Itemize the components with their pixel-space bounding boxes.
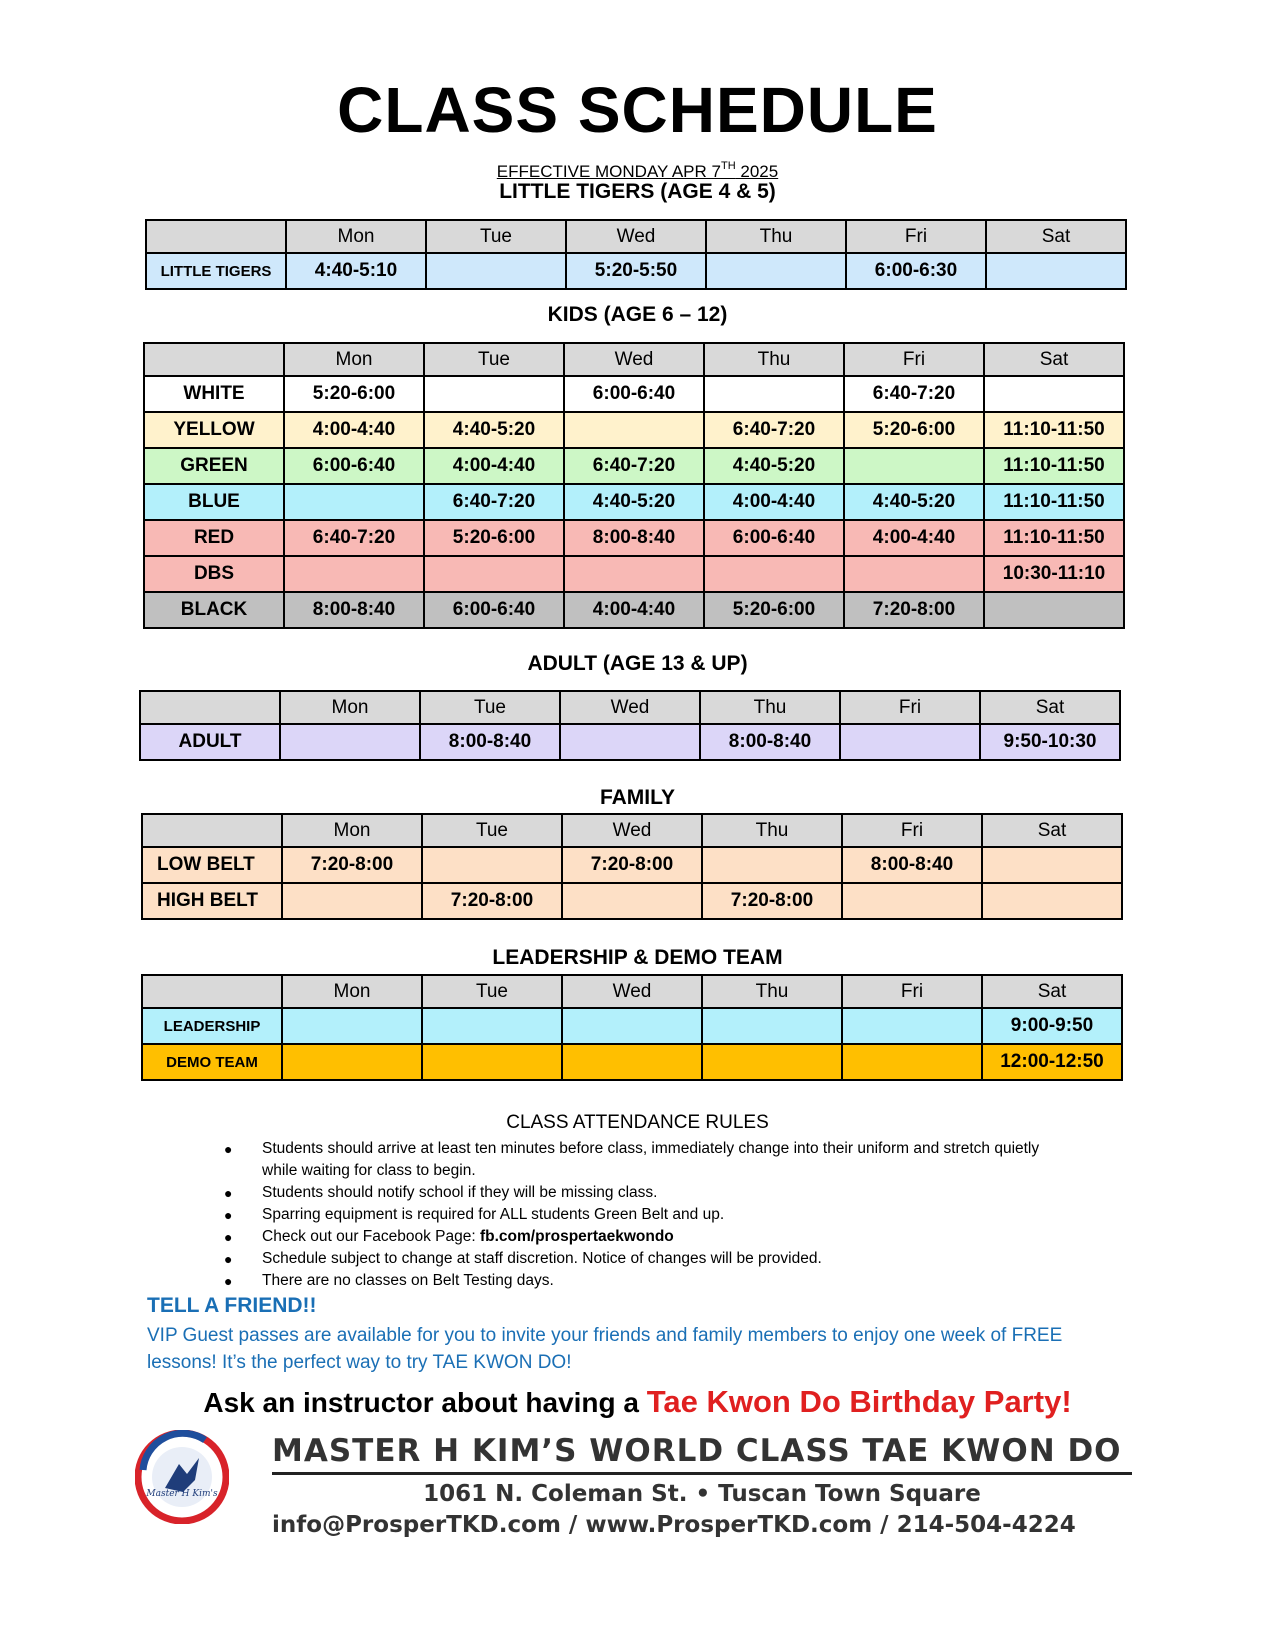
day-header-mon: Mon (286, 220, 426, 253)
schedule-row-green (144, 448, 1124, 484)
day-header-wed: Wed (566, 220, 706, 253)
time-cell (984, 592, 1124, 628)
class-label: HIGH BELT (142, 883, 282, 919)
rule-item: ● Students should notify school if they will be missing class. (220, 1182, 1060, 1204)
school-brand-block (272, 1432, 1132, 1541)
time-cell (702, 1008, 842, 1044)
time-cell (426, 253, 566, 289)
class-label: BLUE (144, 484, 284, 520)
bullet-icon: ● (224, 1207, 233, 1223)
header-row (142, 975, 1122, 1008)
time-cell: 4:40-5:20 (564, 484, 704, 520)
time-cell: 8:00-8:40 (842, 847, 982, 883)
day-header-wed: Wed (562, 814, 702, 847)
day-header-mon: Mon (284, 343, 424, 376)
time-cell: 9:00-9:50 (982, 1008, 1122, 1044)
time-cell (422, 847, 562, 883)
time-cell: 7:20-8:00 (844, 592, 984, 628)
header-row (142, 814, 1122, 847)
school-name: MASTER H KIM’S WORLD CLASS TAE KWON DO (272, 1433, 1122, 1469)
schedule-row-demo-team (142, 1044, 1122, 1080)
time-cell (986, 253, 1126, 289)
day-header-tue: Tue (422, 975, 562, 1008)
time-cell (560, 724, 700, 760)
time-cell: 7:20-8:00 (282, 847, 422, 883)
schedule-table-adult (139, 690, 1121, 761)
day-header-sat: Sat (980, 691, 1120, 724)
day-header-sat: Sat (986, 220, 1126, 253)
schedule-row-yellow (144, 412, 1124, 448)
schedule-row-low-belt (142, 847, 1122, 883)
time-cell (704, 556, 844, 592)
time-cell: 6:00-6:40 (284, 448, 424, 484)
time-cell: 5:20-5:50 (566, 253, 706, 289)
time-cell (282, 883, 422, 919)
time-cell: 5:20-6:00 (704, 592, 844, 628)
time-cell: 9:50-10:30 (980, 724, 1120, 760)
day-header-tue: Tue (426, 220, 566, 253)
effective-date: EFFECTIVE MONDAY APR 7TH 2025 (496, 160, 779, 181)
time-cell: 11:10-11:50 (984, 448, 1124, 484)
time-cell: 4:40-5:20 (424, 412, 564, 448)
rule-item: ● Schedule subject to change at staff discretion. Notice of changes will be provided. (220, 1248, 1060, 1270)
time-cell: 5:20-6:00 (284, 376, 424, 412)
time-cell (282, 1044, 422, 1080)
time-cell: 4:00-4:40 (424, 448, 564, 484)
tell-a-friend-heading: TELL A FRIEND!! (147, 1294, 317, 1317)
day-header-sat: Sat (984, 343, 1124, 376)
time-cell: 4:00-4:40 (704, 484, 844, 520)
birthday-party-highlight: Tae Kwon Do Birthday Party! (646, 1384, 1072, 1419)
time-cell (280, 724, 420, 760)
bullet-icon: ● (224, 1273, 233, 1289)
rule-item: ● Check out our Facebook Page: fb.com/prospertaekwondo (220, 1226, 1060, 1248)
birthday-party-line: Ask an instructor about having a Tae Kwon Do Birthday Party! (203, 1384, 1072, 1419)
day-header-wed: Wed (562, 975, 702, 1008)
time-cell: 8:00-8:40 (564, 520, 704, 556)
header-row (146, 220, 1126, 253)
time-cell: 8:00-8:40 (700, 724, 840, 760)
time-cell: 7:20-8:00 (422, 883, 562, 919)
day-header-mon: Mon (282, 814, 422, 847)
schedule-row-adult (140, 724, 1120, 760)
schedule-row-black (144, 592, 1124, 628)
class-label: DBS (144, 556, 284, 592)
schedule-row-dbs (144, 556, 1124, 592)
time-cell: 11:10-11:50 (984, 520, 1124, 556)
time-cell: 7:20-8:00 (702, 883, 842, 919)
class-label: GREEN (144, 448, 284, 484)
day-header-fri: Fri (840, 691, 980, 724)
school-address: 1061 N. Coleman St. • Tuscan Town Square (423, 1481, 981, 1507)
time-cell: 6:40-7:20 (844, 376, 984, 412)
time-cell (984, 376, 1124, 412)
divider (272, 1472, 1132, 1475)
time-cell (702, 847, 842, 883)
rule-item: ● Students should arrive at least ten minutes before class, immediately change into their uniform and stretch quietly while waiting for class to begin. (224, 1140, 1040, 1179)
schedule-table-little-tigers (145, 219, 1127, 290)
time-cell: 6:40-7:20 (424, 484, 564, 520)
time-cell: 4:40-5:20 (844, 484, 984, 520)
time-cell (702, 1044, 842, 1080)
day-header-wed: Wed (560, 691, 700, 724)
time-cell: 6:00-6:40 (564, 376, 704, 412)
time-cell (706, 253, 846, 289)
page-title: CLASS SCHEDULE (337, 74, 938, 146)
schedule-table-family (141, 813, 1123, 920)
header-blank-cell (144, 343, 284, 376)
time-cell (284, 556, 424, 592)
day-header-mon: Mon (282, 975, 422, 1008)
time-cell (982, 883, 1122, 919)
schedule-row-little-tigers (146, 253, 1126, 289)
time-cell (422, 1044, 562, 1080)
schedule-row-leadership (142, 1008, 1122, 1044)
day-header-sat: Sat (982, 975, 1122, 1008)
bullet-icon: ● (224, 1251, 233, 1267)
day-header-tue: Tue (422, 814, 562, 847)
time-cell (842, 1008, 982, 1044)
bullet-icon: ● (224, 1229, 233, 1245)
schedule-table-leadership (141, 974, 1123, 1081)
time-cell: 6:00-6:30 (846, 253, 986, 289)
class-label: ADULT (140, 724, 280, 760)
bullet-icon: ● (224, 1141, 233, 1157)
time-cell (562, 1008, 702, 1044)
day-header-fri: Fri (846, 220, 986, 253)
class-label: DEMO TEAM (142, 1044, 282, 1080)
class-label: LEADERSHIP (142, 1008, 282, 1044)
section-title-kids: KIDS (AGE 6 – 12) (547, 303, 728, 326)
facebook-link[interactable]: fb.com/prospertaekwondo (480, 1228, 674, 1245)
class-label: BLACK (144, 592, 284, 628)
header-blank-cell (146, 220, 286, 253)
schedule-row-red (144, 520, 1124, 556)
time-cell: 4:00-4:40 (284, 412, 424, 448)
day-header-fri: Fri (844, 343, 984, 376)
time-cell (844, 556, 984, 592)
day-header-mon: Mon (280, 691, 420, 724)
header-blank-cell (140, 691, 280, 724)
time-cell: 8:00-8:40 (420, 724, 560, 760)
section-title-leadership: LEADERSHIP & DEMO TEAM (492, 946, 783, 969)
header-blank-cell (142, 814, 282, 847)
class-label: LITTLE TIGERS (146, 253, 286, 289)
day-header-fri: Fri (842, 814, 982, 847)
time-cell (564, 412, 704, 448)
header-row (140, 691, 1120, 724)
time-cell: 4:40-5:10 (286, 253, 426, 289)
time-cell: 5:20-6:00 (424, 520, 564, 556)
day-header-sat: Sat (982, 814, 1122, 847)
schedule-row-high-belt (142, 883, 1122, 919)
rule-item: ● Sparring equipment is required for ALL students Green Belt and up. (220, 1204, 1060, 1226)
day-header-thu: Thu (702, 975, 842, 1008)
time-cell: 4:00-4:40 (844, 520, 984, 556)
rules-title: CLASS ATTENDANCE RULES (506, 1112, 769, 1133)
time-cell: 6:40-7:20 (704, 412, 844, 448)
time-cell (282, 1008, 422, 1044)
time-cell (982, 847, 1122, 883)
section-title-family: FAMILY (599, 786, 676, 809)
time-cell: 8:00-8:40 (284, 592, 424, 628)
time-cell: 10:30-11:10 (984, 556, 1124, 592)
time-cell: 11:10-11:50 (984, 484, 1124, 520)
class-label: YELLOW (144, 412, 284, 448)
time-cell (422, 1008, 562, 1044)
time-cell: 12:00-12:50 (982, 1044, 1122, 1080)
time-cell (844, 448, 984, 484)
time-cell: 4:40-5:20 (704, 448, 844, 484)
vip-guest-text: VIP Guest passes are available for you to invite your friends and family members to enjoy one week of FREE lessons! It’s the perfect way to try TAE KWON DO! (147, 1325, 1063, 1373)
day-header-tue: Tue (420, 691, 560, 724)
day-header-thu: Thu (702, 814, 842, 847)
class-label: RED (144, 520, 284, 556)
schedule-row-blue (144, 484, 1124, 520)
rules-list (220, 1138, 1060, 1292)
time-cell (284, 484, 424, 520)
logo-lettering: Master H Kim's (146, 1489, 218, 1499)
header-blank-cell (142, 975, 282, 1008)
day-header-thu: Thu (704, 343, 844, 376)
time-cell (842, 883, 982, 919)
time-cell: 6:00-6:40 (424, 592, 564, 628)
day-header-fri: Fri (842, 975, 982, 1008)
header-row (144, 343, 1124, 376)
school-logo (135, 1430, 229, 1524)
class-label: LOW BELT (142, 847, 282, 883)
time-cell (842, 1044, 982, 1080)
rule-item: ● There are no classes on Belt Testing days. (220, 1270, 1060, 1292)
time-cell: 6:40-7:20 (564, 448, 704, 484)
time-cell (424, 556, 564, 592)
section-title-little-tigers: LITTLE TIGERS (AGE 4 & 5) (499, 180, 776, 203)
time-cell (562, 883, 702, 919)
time-cell (562, 1044, 702, 1080)
time-cell: 11:10-11:50 (984, 412, 1124, 448)
time-cell (840, 724, 980, 760)
day-header-wed: Wed (564, 343, 704, 376)
time-cell: 6:00-6:40 (704, 520, 844, 556)
time-cell: 5:20-6:00 (844, 412, 984, 448)
time-cell: 6:40-7:20 (284, 520, 424, 556)
bullet-icon: ● (224, 1185, 233, 1201)
schedule-table-kids (143, 342, 1125, 629)
day-header-tue: Tue (424, 343, 564, 376)
time-cell: 7:20-8:00 (562, 847, 702, 883)
day-header-thu: Thu (706, 220, 846, 253)
schedule-row-white (144, 376, 1124, 412)
time-cell (704, 376, 844, 412)
time-cell (424, 376, 564, 412)
time-cell: 4:00-4:40 (564, 592, 704, 628)
day-header-thu: Thu (700, 691, 840, 724)
class-label: WHITE (144, 376, 284, 412)
school-contact[interactable]: info@ProsperTKD.com / www.ProsperTKD.com / 214-504-4224 (272, 1512, 1076, 1538)
time-cell (564, 556, 704, 592)
section-title-adult: ADULT (AGE 13 & UP) (527, 652, 748, 675)
